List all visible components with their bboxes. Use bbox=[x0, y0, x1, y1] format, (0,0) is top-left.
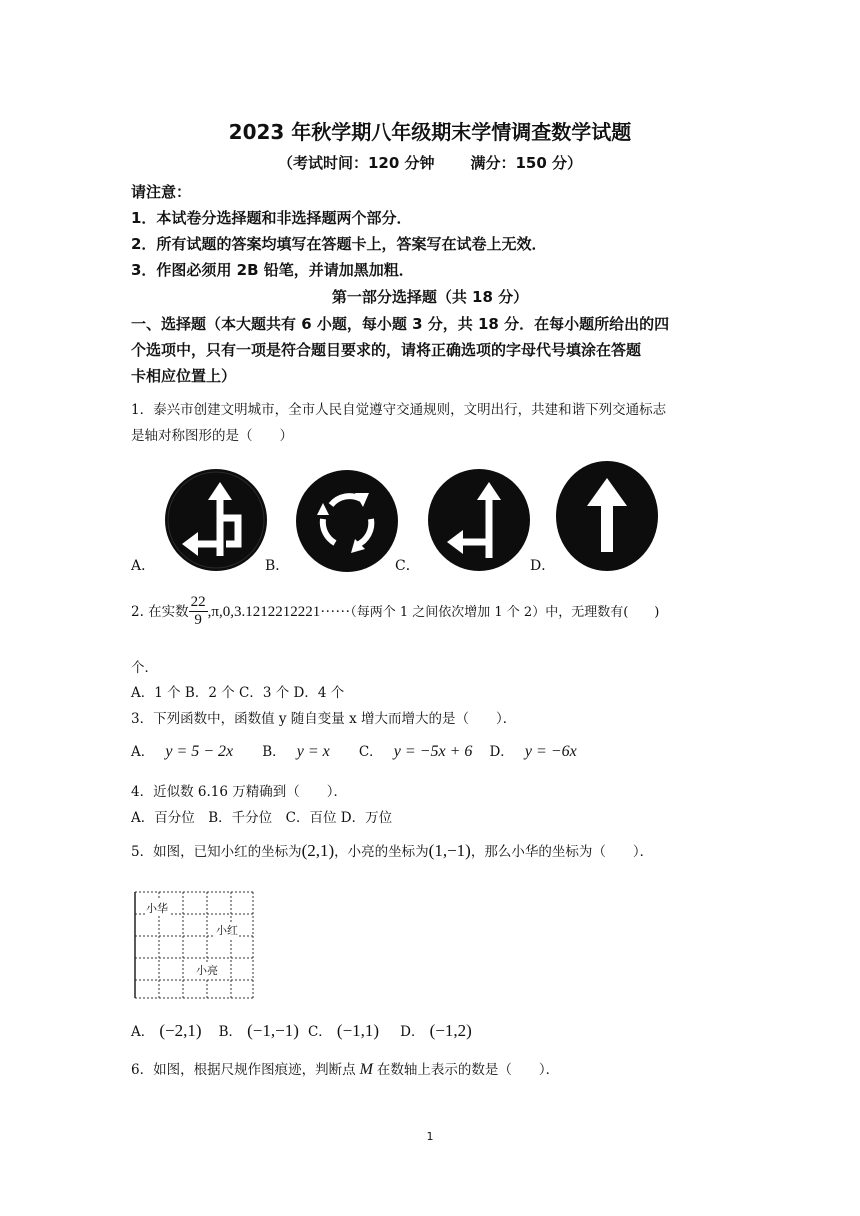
q3-option-label: B． bbox=[262, 744, 286, 760]
q5-option-label: D． bbox=[400, 1024, 425, 1040]
q5-stem-part: ，那么小华的坐标为（ ）． bbox=[470, 844, 654, 860]
q2-numbers: ,π,0,3.1212212221······ bbox=[207, 604, 351, 620]
page-number: 1 bbox=[426, 1130, 434, 1143]
q2-fraction-denominator: 9 bbox=[194, 612, 202, 628]
notice-heading: 请注意： bbox=[131, 183, 192, 201]
q5-option-b: (−1,−1) bbox=[247, 1021, 299, 1040]
q5-stem-part: ，小亮的坐标为 bbox=[334, 844, 429, 860]
q3-option-label: C． bbox=[358, 744, 383, 760]
q2-fraction-numerator: 22 bbox=[190, 594, 206, 610]
q5-option-a: (−2,1) bbox=[159, 1021, 202, 1040]
roundabout-icon bbox=[295, 469, 399, 573]
q1-stem-line: 1．泰兴市创建文明城市，全市人民自觉遵守交通规则，文明出行，共建和谐下列交通标志 bbox=[131, 402, 667, 418]
q5-options bbox=[131, 1020, 472, 1041]
section-heading-line: 一、选择题（本大题共有 6 小题，每小题 3 分，共 18 分．在每小题所给出的四 bbox=[131, 315, 670, 333]
q3-option-label: A． bbox=[131, 744, 155, 760]
q6-stem-part: 6．如图，根据尺规作图痕迹，判断点 bbox=[131, 1062, 356, 1078]
q5-option-label: A． bbox=[131, 1024, 155, 1040]
q5-coord-xiaohong: (2,1) bbox=[301, 841, 335, 860]
straight-or-left-icon bbox=[164, 468, 268, 572]
q4-options: A．百分位 B．千分位 C．百位 D．万位 bbox=[131, 810, 393, 826]
q6-point-m: M bbox=[359, 1061, 373, 1078]
q5-option-c: (−1,1) bbox=[336, 1021, 380, 1040]
q5-stem bbox=[131, 840, 653, 861]
notice-item: 1．本试卷分选择题和非选择题两个部分． bbox=[131, 209, 412, 227]
q4-stem: 4．近似数 6.16 万精确到（ ）． bbox=[131, 784, 347, 800]
grid-label-xiaohua: 小华 bbox=[146, 902, 168, 915]
exam-subtitle bbox=[0, 152, 860, 173]
q2-prefix: 2. 在实数 bbox=[131, 604, 189, 620]
straight-ahead-icon bbox=[555, 460, 659, 572]
q6-stem-part: 在数轴上表示的数是（ ）． bbox=[376, 1062, 560, 1078]
q3-option-a: y = 5 − 2x bbox=[165, 743, 234, 760]
part-one-heading: 第一部分选择题（共 18 分） bbox=[331, 288, 529, 306]
left-or-straight-icon bbox=[427, 468, 531, 572]
q1-stem-line: 是轴对称图形的是（ ） bbox=[131, 428, 293, 444]
notice-item: 2．所有试题的答案均填写在答题卡上，答案写在试卷上无效． bbox=[131, 235, 547, 253]
q5-option-d: (−1,2) bbox=[429, 1021, 472, 1040]
q3-option-b: y = x bbox=[296, 743, 330, 760]
grid-label-xiaohong: 小红 bbox=[216, 924, 238, 937]
exam-title: 2023 年秋学期八年级期末学情调查数学试题 bbox=[228, 120, 632, 144]
q2-options: A．1 个 B．2 个 C．3 个 D．4 个 bbox=[131, 685, 345, 701]
q5-coord-xiaoliang: (1,−1) bbox=[428, 841, 471, 860]
q5-option-label: B． bbox=[218, 1024, 243, 1040]
exam-time: （考试时间：120 分钟 bbox=[277, 154, 435, 172]
q2-suffix: （每两个 1 之间依次增加 1 个 2）中，无理数有( ) bbox=[350, 605, 660, 620]
q5-stem-part: 5．如图，已知小红的坐标为 bbox=[131, 844, 302, 860]
q3-stem: 3．下列函数中，函数值 y 随自变量 x 增大而增大的是（ ）． bbox=[131, 711, 517, 727]
q6-stem bbox=[131, 1058, 559, 1079]
section-heading-line: 个选项中，只有一项是符合题目要求的，请将正确选项的字母代号填涂在答题 bbox=[131, 341, 642, 359]
q2-fraction bbox=[189, 594, 208, 629]
section-heading-line: 卡相应位置上） bbox=[131, 367, 237, 385]
q3-options bbox=[131, 740, 577, 761]
exam-full-score: 满分：150 分） bbox=[470, 154, 583, 172]
q1-option-label: B． bbox=[265, 558, 290, 574]
q3-option-d: y = −6x bbox=[524, 743, 577, 760]
q3-option-c: y = −5x + 6 bbox=[393, 743, 473, 760]
q3-option-label: D． bbox=[489, 744, 514, 760]
q1-option-label: A． bbox=[131, 558, 156, 574]
notice-item: 3．作图必须用 2B 铅笔，并请加黑加粗． bbox=[131, 261, 414, 279]
q5-option-label: C． bbox=[307, 1024, 332, 1040]
q1-option-label: D． bbox=[530, 558, 556, 574]
q2-stem-line2: 个． bbox=[131, 660, 158, 676]
coordinate-grid-figure bbox=[133, 890, 255, 1000]
grid-label-xiaoliang: 小亮 bbox=[196, 964, 218, 977]
q2-stem bbox=[131, 594, 659, 629]
q1-option-label: C． bbox=[395, 558, 420, 574]
